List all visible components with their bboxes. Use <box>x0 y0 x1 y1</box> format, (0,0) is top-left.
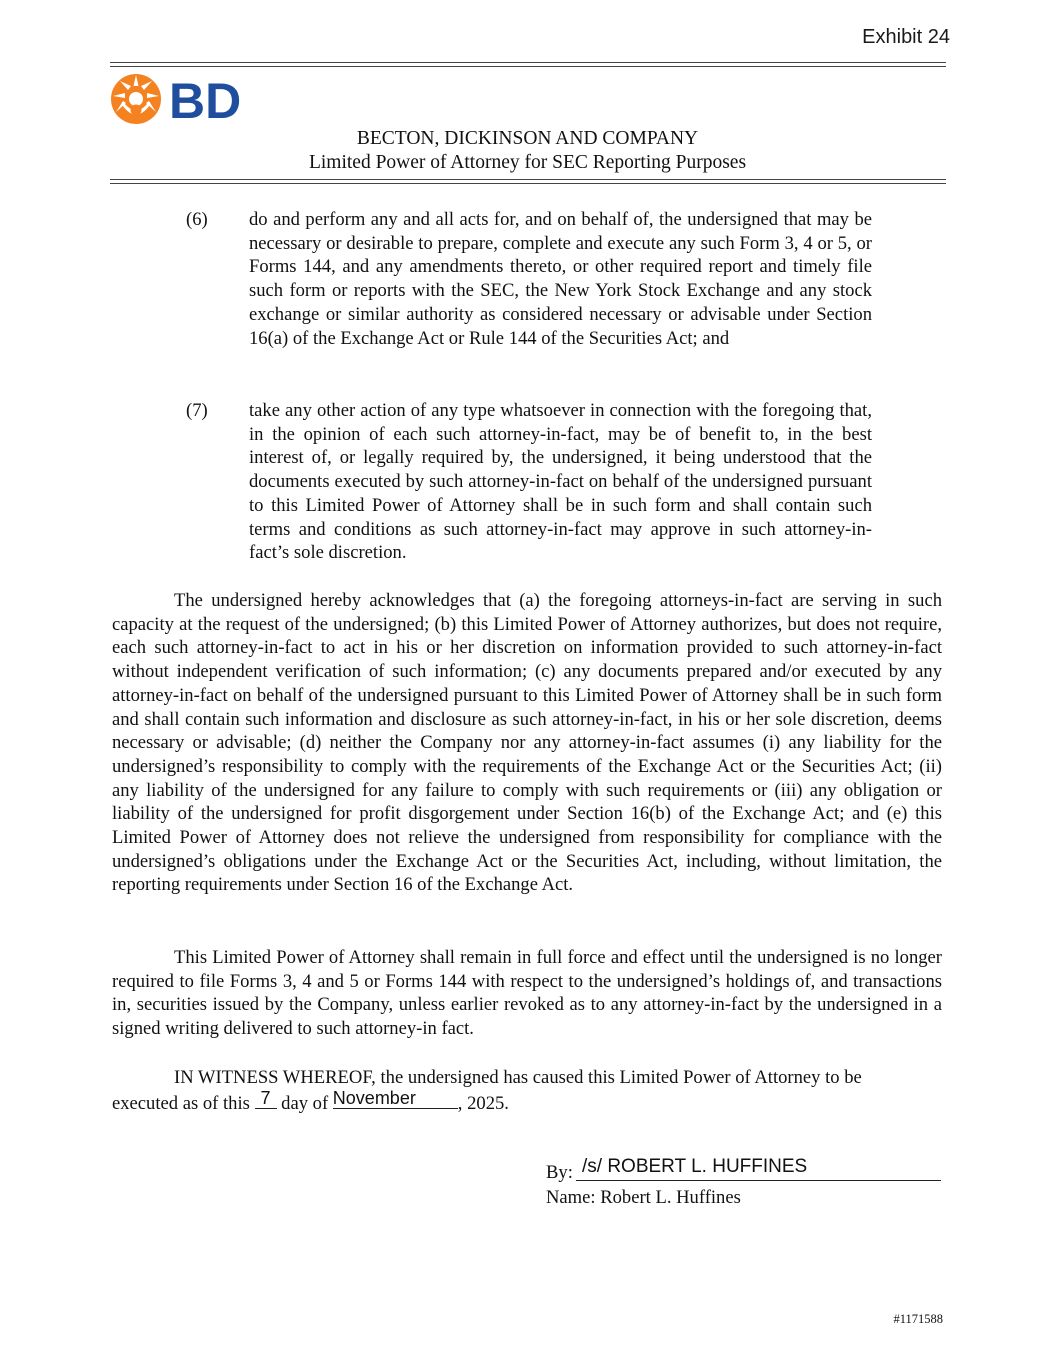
signature-value[interactable]: /s/ ROBERT L. HUFFINES <box>582 1156 808 1177</box>
item-number: (6) <box>186 209 208 230</box>
header-bottom-rule <box>110 179 946 184</box>
list-item <box>186 208 872 350</box>
day-value: 7 <box>260 1087 271 1108</box>
document-title: Limited Power of Attorney for SEC Reporting Purposes <box>308 152 747 173</box>
item-number: (7) <box>186 400 208 421</box>
bd-logo-text: BD <box>169 73 241 126</box>
bd-logo <box>111 72 241 126</box>
item-text: take any other action of any type whatsoever in connection with the foregoing that, in the opinion of each such attorney-in-fact, may be of benefit to, in the best interest of, or legally required by, the undersigned, it being understood that the documents executed by such attorney-in-fact on behalf of the undersigned pursuant to this Limited Power of Attorney shall be in such form and shall contain such terms and conditions as such attorney-in-fact may approve in such attorney-in-fact’s sole discretion. <box>249 400 872 564</box>
duration-paragraph: This Limited Power of Attorney shall remain in full force and effect until the undersigned is no longer required to file Forms 3, 4 and 5 or Forms 144 with respect to the undersigned’s holdings of, and transactions in, securities issued by the Company, unless earlier revoked as to any attorney-in-fact by the undersigned in a signed writing delivered to such attorney-in fact. <box>112 947 942 1040</box>
list-item <box>186 399 872 565</box>
month-value: November <box>332 1087 416 1108</box>
signer-name: Name: Robert L. Huffines <box>546 1187 741 1208</box>
witness-paragraph <box>112 1066 942 1115</box>
header-top-rule <box>110 62 946 67</box>
company-name: BECTON, DICKINSON AND COMPANY <box>356 128 699 149</box>
bd-sunburst-icon <box>111 72 241 126</box>
witness-prefix: executed as of this <box>112 1092 255 1114</box>
document-number: #1171588 <box>893 1312 943 1326</box>
signature-underline <box>576 1180 941 1181</box>
acknowledgement-paragraph: The undersigned hereby acknowledges that (a) the foregoing attorneys-in-fact are serving in such capacity at the request of the undersigned; (b) this Limited Power of Attorney authorizes, but does not require, each such attorney-in-fact to act in his or her discretion on information provided to such attorney-in-fact without independent verification of such information; (c) any documents prepared and/or executed by any attorney-in-fact on behalf of the undersigned pursuant to this Limited Power of Attorney shall be in such form and shall contain such information and disclosure as such attorney-in-fact, in his or her sole discretion, deems necessary or advisable; (d) neither the Company nor any attorney-in-fact assumes (i) any liability for the undersigned’s responsibility to comply with the requirements of the Exchange Act or the Securities Act; (ii) any liability of the undersigned for any failure to comply with such requirements or (iii) any obligation or liability of the undersigned for profit disgorgement under Section 16(b) of the Exchange Act; and (e) this Limited Power of Attorney does not relieve the undersigned from responsibility for compliance with the undersigned’s obligations under the Exchange Act or the Securities Act, including, without limitation, the reporting requirements under Section 16 of the Exchange Act. <box>112 590 942 896</box>
signature-block <box>546 1152 941 1210</box>
by-label: By: <box>546 1162 573 1183</box>
witness-middle: day of <box>276 1092 333 1114</box>
item-text: do and perform any and all acts for, and on behalf of, the undersigned that may be necessary or desirable to prepare, complete and execute any such Form 3, 4 or 5, or Forms 144, and any amendments thereto, or other required report and timely file such form or reports with the SEC, the New York Stock Exchange and any stock exchange or similar authority as considered necessary or advisable under Section 16(a) of the Exchange Act or Rule 144 of the Securities Act; and <box>249 209 872 349</box>
day-field[interactable] <box>255 1087 277 1109</box>
witness-line-2 <box>112 1087 942 1116</box>
month-field[interactable] <box>332 1087 458 1109</box>
signature-line <box>546 1152 941 1184</box>
witness-line-1: IN WITNESS WHEREOF, the undersigned has caused this Limited Power of Attorney to be <box>174 1067 862 1088</box>
witness-suffix: , 2025. <box>457 1092 509 1114</box>
exhibit-label: Exhibit 24 <box>862 26 950 48</box>
